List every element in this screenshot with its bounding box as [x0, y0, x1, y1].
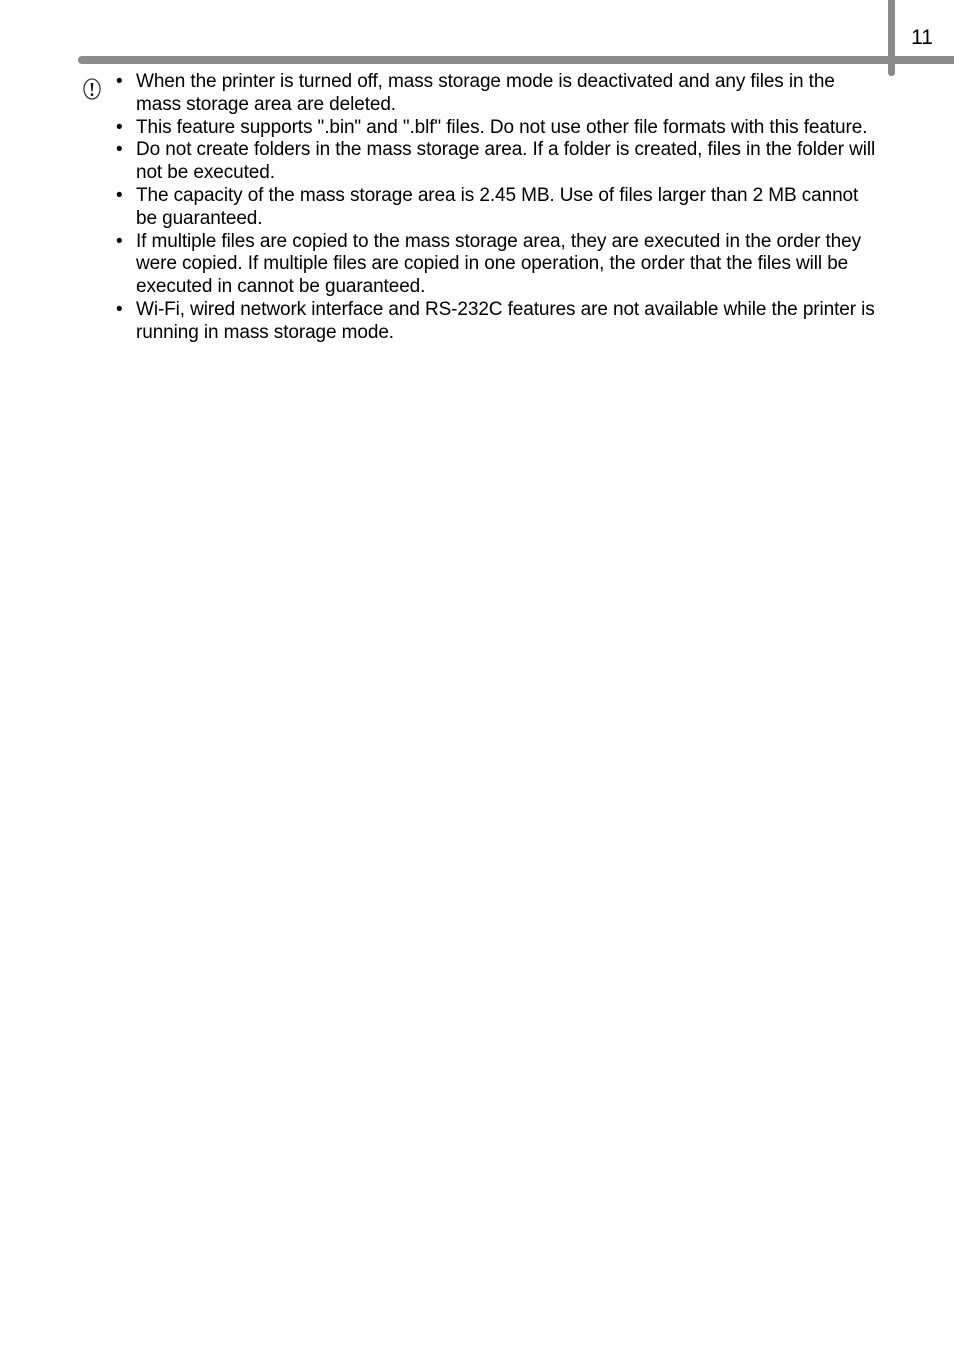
note-text: Wi-Fi, wired network interface and RS-232C features are not available while the printer is running in mass storage mode.	[136, 298, 875, 343]
note-item	[114, 185, 880, 231]
note-item	[114, 71, 880, 117]
caution-notes-list	[114, 71, 880, 345]
bullet-glyph: •	[116, 116, 123, 138]
note-item	[114, 117, 880, 140]
bullet-glyph: •	[116, 139, 123, 161]
header-rule	[78, 56, 954, 64]
page-number: 11	[911, 26, 933, 49]
bullet-glyph: •	[116, 298, 123, 320]
note-item	[114, 231, 880, 299]
note-text: When the printer is turned off, mass storage mode is deactivated and any files in the mass storage area are deleted.	[136, 71, 835, 115]
note-text: This feature supports ".bin" and ".blf" files. Do not use other file formats with this feature.	[136, 116, 868, 138]
note-text: The capacity of the mass storage area is 2.45 MB. Use of files larger than 2 MB cannot be guaranteed.	[136, 184, 859, 229]
bullet-glyph: •	[116, 71, 123, 92]
bullet-glyph: •	[116, 230, 123, 252]
note-text: If multiple files are copied to the mass storage area, they are executed in the order they were copied. If multiple files are copied in one operation, the order that the files will be executed in cannot be guaranteed.	[136, 230, 862, 298]
note-item	[114, 299, 880, 345]
page-tab-bar	[888, 0, 895, 76]
bullet-glyph: •	[116, 184, 123, 206]
note-text: Do not create folders in the mass storage area. If a folder is created, files in the folder will not be executed.	[136, 139, 876, 184]
note-item	[114, 139, 880, 185]
caution-icon	[82, 77, 102, 101]
